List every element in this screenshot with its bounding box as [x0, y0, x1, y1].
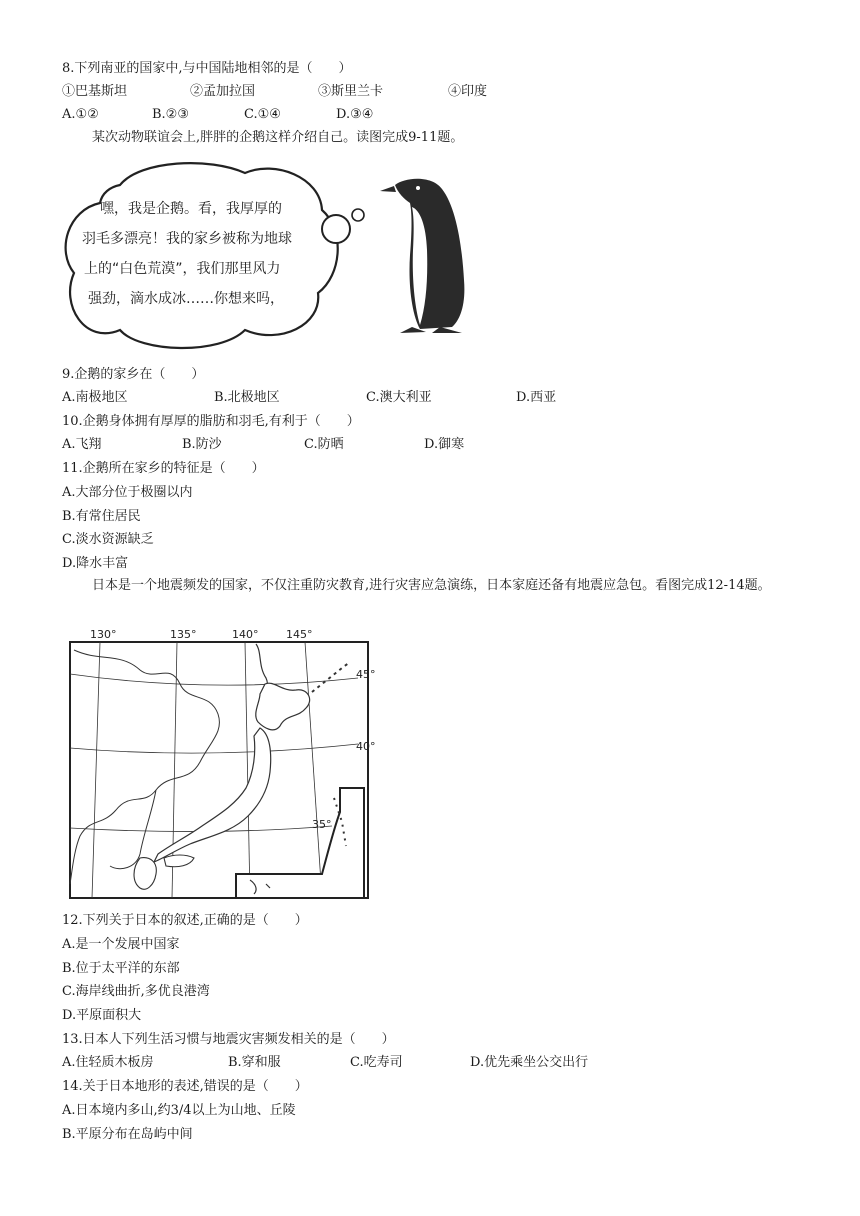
penguin-icon	[380, 179, 464, 333]
speech-line-3: 上的“白色荒漠”，我们那里风力	[84, 261, 281, 277]
lon-label-145: 145°	[286, 628, 313, 641]
q11-option-a: A.大部分位于极圈以内	[62, 485, 193, 500]
lat-label-45: 45°	[356, 668, 376, 681]
speech-line-1: 嘿，我是企鹅。看，我厚厚的	[100, 201, 282, 217]
q12-option-b: B.位于太平洋的东部	[62, 961, 180, 976]
q9-stem: 9.企鹅的家乡在（ ）	[62, 367, 205, 382]
thought-circle-small	[352, 209, 364, 221]
q13-stem: 13.日本人下列生活习惯与地震灾害频发相关的是（ ）	[62, 1032, 395, 1047]
q8-option-b: B.②③	[152, 107, 189, 122]
q8-item-1: ①巴基斯坦	[62, 84, 128, 99]
q13-option-a: A.住轻质木板房	[62, 1055, 154, 1070]
q10-option-b: B.防沙	[182, 437, 222, 452]
penguin-figure	[60, 155, 480, 360]
q8-item-4: ④印度	[448, 84, 488, 99]
thought-circle-large	[322, 215, 350, 243]
q12-option-c: C.海岸线曲折,多优良港湾	[62, 984, 210, 999]
q13-option-b: B.穿和服	[228, 1055, 281, 1070]
q13-option-c: C.吃寿司	[350, 1055, 403, 1070]
lat-label-40: 40°	[356, 740, 376, 753]
q8-option-c: C.①④	[244, 107, 281, 122]
q11-option-b: B.有常住居民	[62, 509, 141, 524]
q8-option-d: D.③④	[336, 107, 374, 122]
q11-stem: 11.企鹅所在家乡的特征是（ ）	[62, 461, 265, 476]
lon-label-140: 140°	[232, 628, 259, 641]
q8-option-a: A.①②	[62, 107, 99, 122]
lon-label-130: 130°	[90, 628, 117, 641]
intro-12-14: 日本是一个地震频发的国家，不仅注重防灾教育,进行灾害应急演练，日本家庭还备有地震应急包。看图完成12-14题。	[92, 578, 771, 593]
q10-option-c: C.防晒	[304, 437, 344, 452]
q14-option-b: B.平原分布在岛屿中间	[62, 1127, 193, 1142]
intro-9-11: 某次动物联谊会上,胖胖的企鹅这样介绍自己。读图完成9-11题。	[92, 130, 464, 145]
q12-option-d: D.平原面积大	[62, 1008, 142, 1023]
q12-stem: 12.下列关于日本的叙述,正确的是（ ）	[62, 913, 308, 928]
q11-option-c: C.淡水资源缺乏	[62, 532, 154, 547]
q12-option-a: A.是一个发展中国家	[62, 937, 180, 952]
q10-option-a: A.飞翔	[62, 437, 102, 452]
speech-line-4: 强劲，滴水成冰……你想来吗，	[88, 291, 284, 307]
q10-option-d: D.御寒	[424, 437, 465, 452]
q9-option-a: A.南极地区	[62, 390, 128, 405]
speech-line-2: 羽毛多漂亮！我的家乡被称为地球	[82, 231, 292, 247]
q11-option-d: D.降水丰富	[62, 556, 129, 571]
q9-option-d: D.西亚	[516, 390, 557, 405]
q8-item-2: ②孟加拉国	[190, 84, 256, 99]
q14-stem: 14.关于日本地形的表述,错误的是（ ）	[62, 1079, 308, 1094]
map-frame	[70, 642, 368, 898]
q9-option-c: C.澳大利亚	[366, 390, 432, 405]
q8-stem: 8.下列南亚的国家中,与中国陆地相邻的是（ ）	[62, 61, 352, 76]
q8-item-3: ③斯里兰卡	[318, 84, 384, 99]
q9-option-b: B.北极地区	[214, 390, 280, 405]
lat-label-35: 35°	[312, 818, 332, 831]
japan-map	[60, 622, 380, 904]
q14-option-a: A.日本境内多山,约3/4以上为山地、丘陵	[62, 1103, 296, 1118]
lon-label-135: 135°	[170, 628, 197, 641]
speech-bubble	[66, 163, 338, 348]
q10-stem: 10.企鹅身体拥有厚厚的脂肪和羽毛,有利于（ ）	[62, 414, 360, 429]
q13-option-d: D.优先乘坐公交出行	[470, 1055, 589, 1070]
